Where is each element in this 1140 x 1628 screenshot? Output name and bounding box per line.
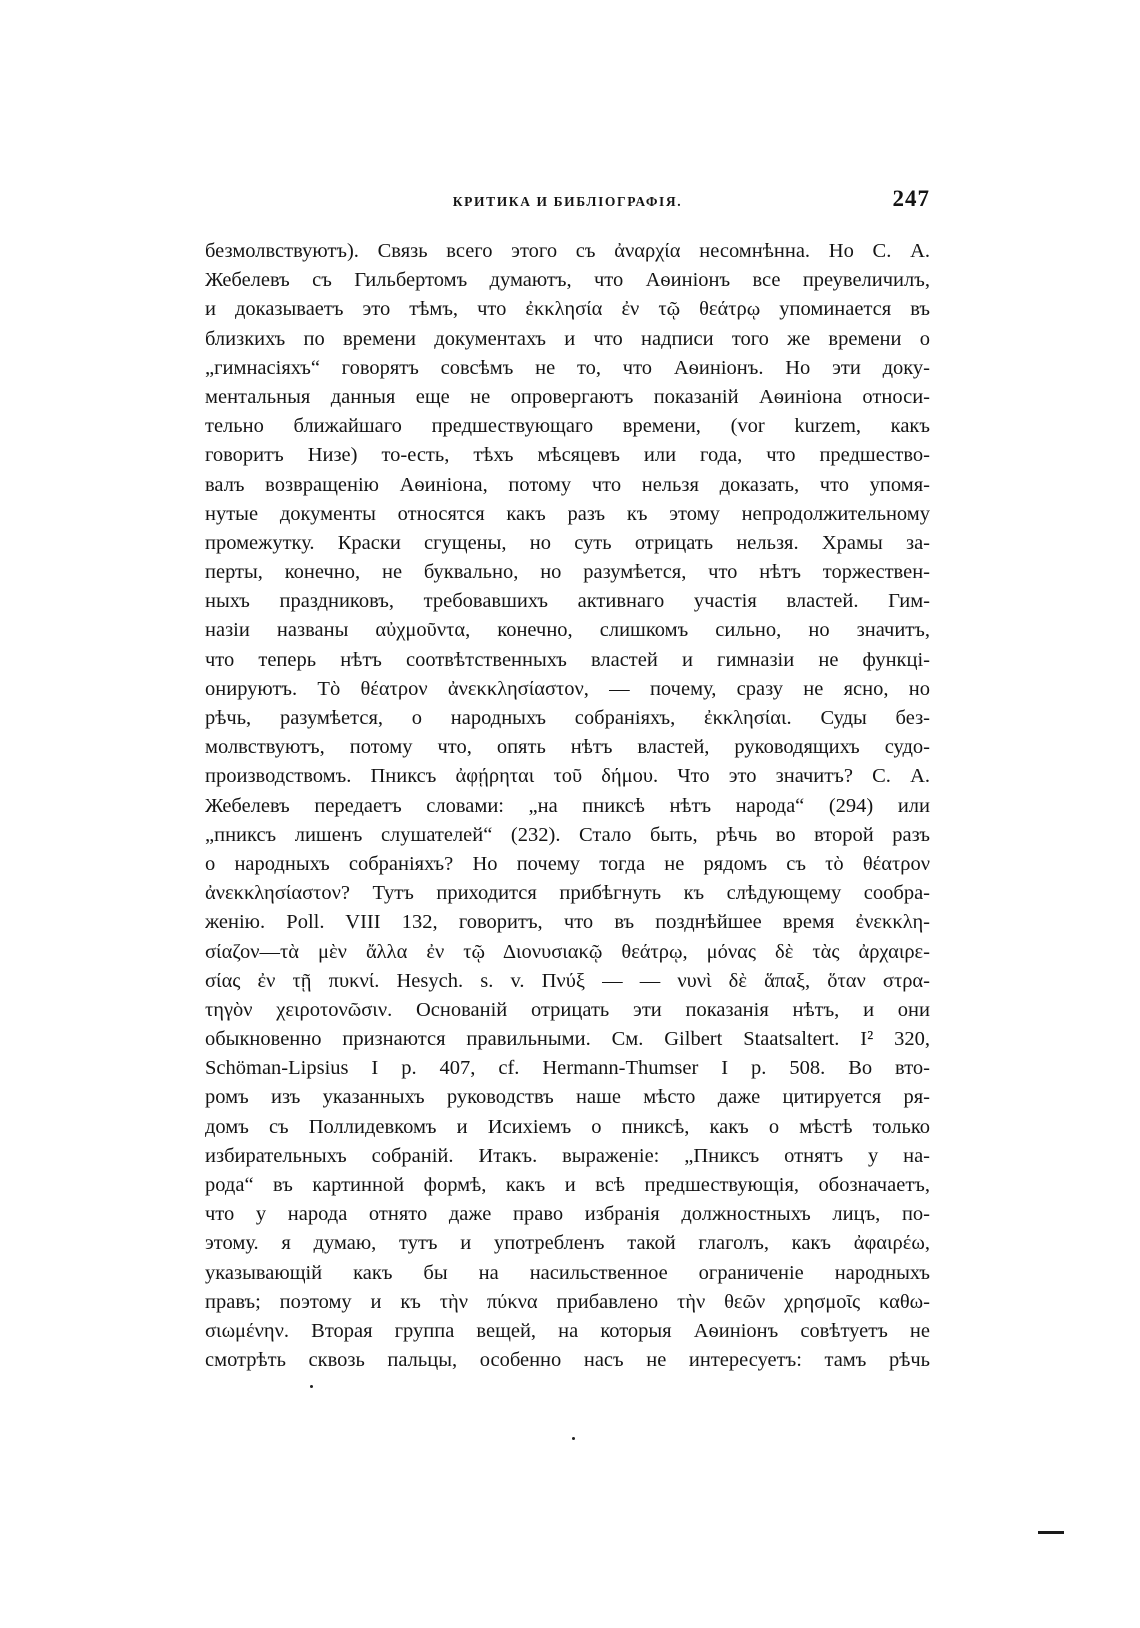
text-line: промежутку. Краски сгущены, но суть отрицать нельзя. Храмы за- xyxy=(205,531,930,554)
text-line: перты, конечно, не буквально, но разумѣется, что нѣтъ торжествен- xyxy=(205,561,930,584)
text-line: валъ возвращенію Аѳиніона, потому что нельзя доказать, что упомя- xyxy=(205,473,930,496)
text-line: избирательныхъ собраній. Итакъ. выраженіе: „Пниксъ отнятъ у на- xyxy=(205,1144,930,1167)
scan-speck xyxy=(572,1437,575,1440)
text-line: домъ съ Поллидевкомъ и Исихіемъ о пниксѣ, какъ о мѣстѣ только xyxy=(205,1115,930,1138)
text-line: указывающій какъ бы на насильственное ограниченіе народныхъ xyxy=(205,1261,930,1284)
scan-speck xyxy=(310,1385,313,1388)
text-line: безмолвствуютъ). Связь всего этого съ ἀναρχία несомнѣнна. Но С. А. xyxy=(205,240,930,262)
text-line: что теперь нѣтъ соотвѣтственныхъ властей и гимназіи не функці- xyxy=(205,648,930,671)
text-line: τηγὸν χειροτονῶσιν. Основаній отрицать эти показанія нѣтъ, и они xyxy=(205,998,930,1021)
text-line: „пниксъ лишенъ слушателей“ (232). Стало быть, рѣчь во второй разъ xyxy=(205,823,930,846)
text-line: ментальныя данныя еще не опровергаютъ показаній Аѳиніона относи- xyxy=(205,385,930,408)
text-line: говоритъ Низе) то-есть, тѣхъ мѣсяцевъ или года, что предшество- xyxy=(205,444,930,467)
page-number: 247 xyxy=(892,186,930,211)
text-line: женію. Poll. VIII 132, говоритъ, что въ позднѣйшее время ἐνεκκλη- xyxy=(205,911,930,934)
text-line: производствомъ. Пниксъ ἀφῄρηται τοῦ δήμου. Что это значитъ? С. А. xyxy=(205,765,930,788)
text-line: нутые документы относятся какъ разъ къ этому непродолжительному xyxy=(205,502,930,525)
text-line: близкихъ по времени документахъ и что надписи того же времени о xyxy=(205,327,930,350)
running-title: КРИТИКА И БИБЛІОГРАФІЯ. xyxy=(452,194,683,209)
margin-mark xyxy=(1038,1531,1064,1534)
text-line: о народныхъ собраніяхъ? Но почему тогда не рядомъ съ τὸ θέατρον xyxy=(205,852,930,875)
text-line: онируютъ. Τὸ θέατρον ἀνεκκλησίαστον, — почему, сразу не ясно, но xyxy=(205,677,930,700)
text-line: ныхъ праздниковъ, требовавшихъ активнаго участія властей. Гим- xyxy=(205,590,930,613)
text-line: молвствуютъ, потому что, опять нѣтъ властей, руководящихъ судо- xyxy=(205,736,930,759)
text-line: правъ; поэтому и къ τὴν πύκνα прибавлено τὴν θεῶν χρησμοῖς καθω- xyxy=(205,1290,930,1313)
text-line: Жебелевъ передаетъ словами: „на пниксѣ нѣтъ народа“ (294) или xyxy=(205,794,930,817)
text-line: обыкновенно признаются правильными. См. Gilbert Staatsaltert. I² 320, xyxy=(205,1028,930,1051)
running-head xyxy=(205,186,930,216)
text-line: назіи названы αὐχμοῦντα, конечно, слишкомъ сильно, но значитъ, xyxy=(205,619,930,642)
text-line: „гимнасіяхъ“ говорятъ совсѣмъ не то, что Аѳиніонъ. Но эти доку- xyxy=(205,356,930,379)
text-line: ромъ изъ указанныхъ руководствъ наше мѣсто даже цитируется ря- xyxy=(205,1086,930,1109)
text-line: ἀνεκκλησίαστον? Тутъ приходится прибѣгнуть къ слѣдующему сообра- xyxy=(205,882,930,905)
text-line: Schöman-Lipsius I p. 407, cf. Hermann-Thumser I p. 508. Во вто- xyxy=(205,1057,930,1080)
body-text xyxy=(205,237,930,1375)
text-line: Жебелевъ съ Гильбертомъ думаютъ, что Аѳиніонъ все преувеличилъ, xyxy=(205,269,930,292)
text-line: рѣчь, разумѣется, о народныхъ собраніяхъ, ἐκκλησίαι. Суды без- xyxy=(205,707,930,729)
text-line: этому. я думаю, тутъ и употребленъ такой глаголъ, какъ ἀφαιρέω, xyxy=(205,1232,930,1255)
text-line: смотрѣть сквозь пальцы, особенно насъ не интересуетъ: тамъ рѣчь xyxy=(205,1349,930,1372)
text-line: и доказываетъ это тѣмъ, что ἐκκλησία ἐν τῷ θεάτρῳ упоминается въ xyxy=(205,298,930,321)
text-line: σιωμένην. Вторая группа вещей, на которыя Аѳиніонъ совѣтуетъ не xyxy=(205,1319,930,1342)
text-line: тельно ближайшаго предшествующаго времени, (vor kurzem, какъ xyxy=(205,415,930,438)
text-line: рода“ въ картинной формѣ, какъ и всѣ предшествующія, обозначаетъ, xyxy=(205,1174,930,1196)
text-line: σίαζον—τὰ μὲν ἄλλα ἐν τῷ Διονυσιακῷ θεάτρῳ, μόνας δὲ τὰς ἀρχαιρε- xyxy=(205,940,930,963)
text-line: σίας ἐν τῇ πυκνί. Hesych. s. v. Πνύξ — — νυνὶ δὲ ἅπαξ, ὅταν στρα- xyxy=(205,969,930,992)
text-line: что у народа отнято даже право избранія должностныхъ лицъ, по- xyxy=(205,1203,930,1226)
